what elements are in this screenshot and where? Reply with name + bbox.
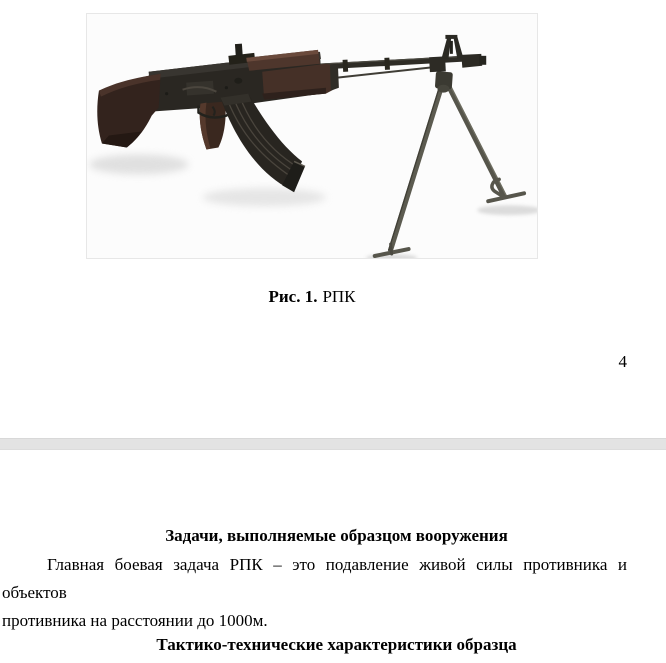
heading-ttx: Тактико-технические характеристики образца [156,635,517,654]
front-sight [441,35,463,59]
paragraph-line-1: Главная боевая задача РПК – это подавление живой силы противника и объектов [2,555,627,602]
tasks-paragraph [2,551,627,635]
page-separator [0,438,666,450]
page-number: 4 [618,352,627,371]
figure-caption-text: РПК [322,287,356,306]
bipod [375,71,524,256]
photo-shadows [89,154,537,258]
magazine [220,94,305,193]
figure-caption [86,287,538,307]
paragraph-line-2: противника на расстоянии до 1000м. [2,611,268,630]
figure-caption-label: Рис. 1. [268,287,318,306]
heading-tasks: Задачи, выполняемые образцом вооружения [165,526,508,545]
rpk-photo-figure [86,13,538,259]
rpk-machine-gun-image [87,14,537,258]
